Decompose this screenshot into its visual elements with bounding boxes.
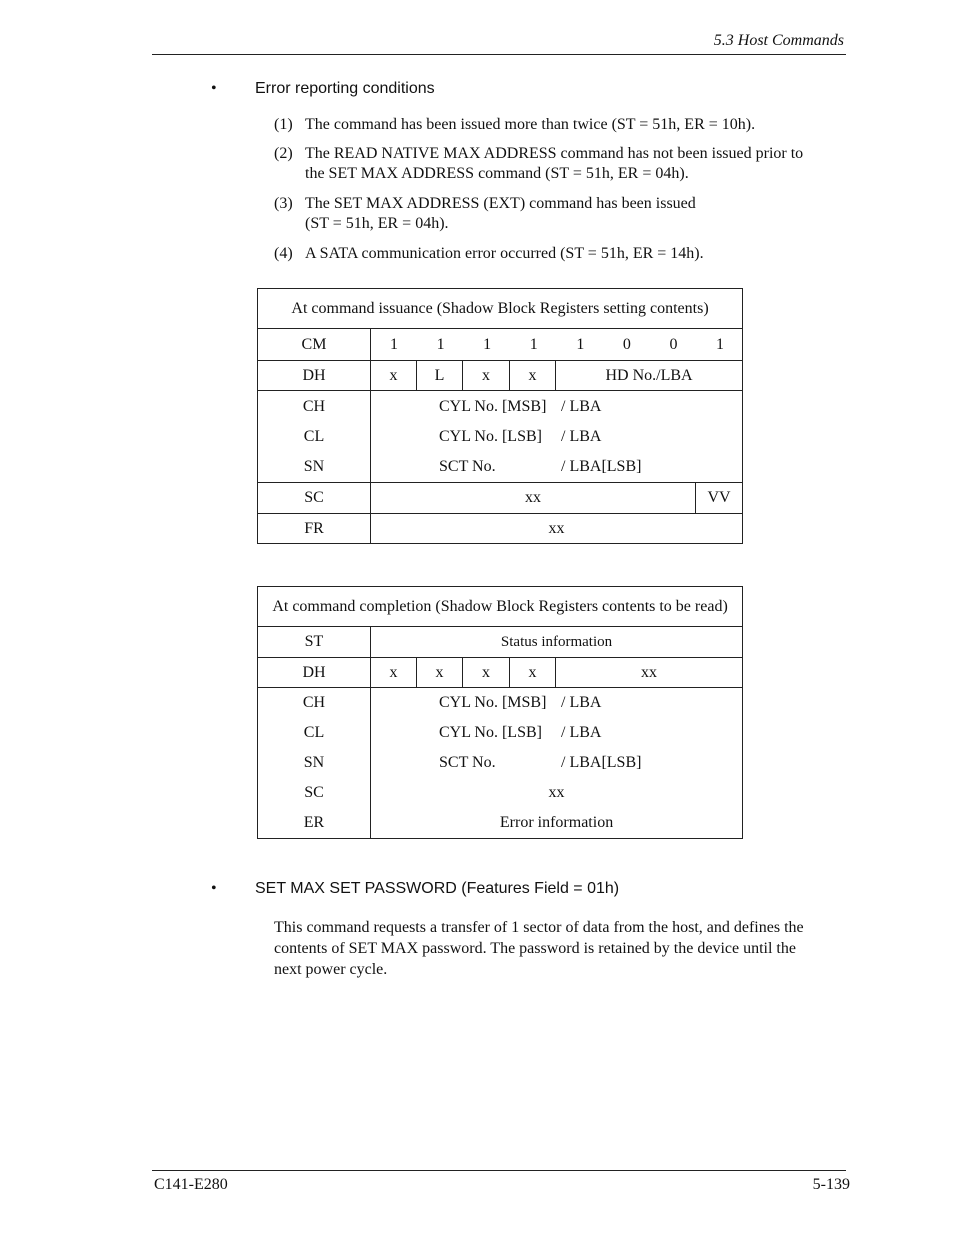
dh-bit-cell: x	[463, 361, 510, 391]
sct-no: SCT No.	[439, 754, 496, 771]
footer-rule	[152, 1170, 846, 1171]
register-label-st: ST	[258, 627, 371, 658]
lba-lsb: / LBA[LSB]	[561, 457, 642, 475]
cm-bits	[371, 329, 743, 361]
bullet-2-symbol: •	[211, 880, 217, 897]
paragraph-line: next power cycle.	[274, 961, 388, 978]
paragraph-line: This command requests a transfer of 1 sector of data from the host, and defines the	[274, 919, 804, 936]
condition-text: The READ NATIVE MAX ADDRESS command has not been issued prior to	[305, 145, 804, 162]
condition-number: (3)	[274, 195, 293, 212]
register-labels-group	[258, 391, 371, 483]
table-title: At command issuance (Shadow Block Registers setting contents)	[258, 289, 743, 329]
issuance-register-table	[257, 288, 743, 544]
cyl-lsb: CYL No. [LSB]	[439, 427, 542, 445]
condition-text: A SATA communication error occurred (ST = 51h, ER = 14h).	[305, 245, 704, 262]
bullet-1-symbol: •	[211, 80, 217, 97]
register-label: SC	[304, 784, 324, 801]
register-label: ER	[303, 814, 325, 831]
condition-text-continued: the SET MAX ADDRESS command (ST = 51h, ER = 04h).	[305, 165, 689, 182]
register-label: CL	[303, 427, 325, 445]
register-label: SN	[303, 754, 325, 771]
lba-part: / LBA	[561, 694, 602, 711]
status-information: Status information	[371, 627, 743, 658]
condition-number: (2)	[274, 145, 293, 162]
cm-bit: 0	[622, 335, 631, 353]
error-information: Error information	[499, 814, 614, 831]
bullet-2-heading: SET MAX SET PASSWORD (Features Field = 01h)	[255, 880, 620, 897]
cm-bit: 1	[716, 335, 725, 353]
cm-bit: 1	[529, 335, 538, 353]
lba-part: / LBA	[561, 397, 602, 415]
dh-head-value: xx	[556, 658, 743, 688]
dh-bit-cell: x	[510, 658, 556, 688]
dh-bit-cell: x	[463, 658, 510, 688]
address-values	[371, 391, 743, 483]
register-label-fr: FR	[258, 514, 371, 544]
sc-vv-value: VV	[696, 483, 743, 514]
dh-head-lba: HD No./LBA	[556, 361, 743, 391]
table-title: At command completion (Shadow Block Registers contents to be read)	[258, 587, 743, 627]
dh-bit-cell: x	[417, 658, 463, 688]
cm-bit: 1	[576, 335, 585, 353]
fr-value: xx	[371, 514, 743, 544]
document-number: C141-E280	[154, 1176, 228, 1193]
dh-bit-cell: L	[417, 361, 463, 391]
cm-bit: 0	[669, 335, 678, 353]
condition-number: (4)	[274, 245, 293, 262]
cm-bit: 1	[390, 335, 398, 353]
paragraph-line: contents of SET MAX password. The password is retained by the device until the	[274, 940, 796, 957]
page-number: 5-139	[812, 1176, 850, 1193]
register-label: SN	[303, 457, 325, 475]
sct-no: SCT No.	[439, 457, 496, 475]
register-label-cm: CM	[258, 329, 371, 361]
lba-part: / LBA	[561, 427, 602, 445]
cyl-msb: CYL No. [MSB]	[439, 397, 547, 415]
register-label: CH	[302, 397, 326, 415]
completion-register-table	[257, 586, 743, 839]
condition-number: (1)	[274, 116, 293, 133]
dh-bit-cell: x	[371, 361, 417, 391]
running-header: 5.3 Host Commands	[713, 32, 844, 49]
cm-bit: 1	[483, 335, 492, 353]
register-label-dh: DH	[258, 658, 371, 688]
cyl-msb: CYL No. [MSB]	[439, 694, 547, 711]
register-label: CH	[302, 694, 326, 711]
condition-text: The command has been issued more than twice (ST = 51h, ER = 10h).	[305, 116, 756, 133]
cm-bit: 1	[436, 335, 445, 353]
register-label-dh: DH	[258, 361, 371, 391]
description-paragraph	[274, 917, 846, 980]
sc-value: xx	[371, 483, 696, 514]
register-label-sc: SC	[258, 483, 371, 514]
cyl-lsb: CYL No. [LSB]	[439, 724, 542, 741]
condition-text-continued: (ST = 51h, ER = 04h).	[305, 215, 449, 232]
address-values	[371, 688, 743, 839]
bullet-1-heading: Error reporting conditions	[255, 80, 435, 97]
dh-bit-cell: x	[371, 658, 417, 688]
lba-part: / LBA	[561, 724, 602, 741]
header-rule	[152, 54, 846, 55]
dh-bit-cell: x	[510, 361, 556, 391]
register-labels-group	[258, 688, 371, 839]
sc-value: xx	[548, 784, 565, 801]
lba-lsb: / LBA[LSB]	[561, 754, 642, 771]
condition-text: The SET MAX ADDRESS (EXT) command has been issued	[305, 195, 696, 212]
register-label: CL	[303, 724, 325, 741]
